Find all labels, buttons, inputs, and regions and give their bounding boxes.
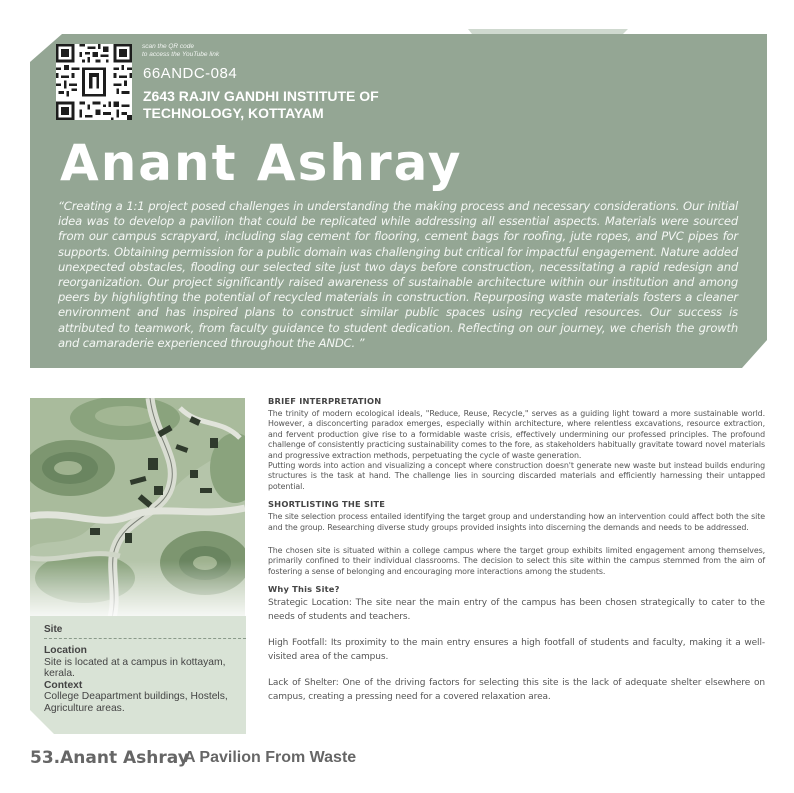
site-map-image — [30, 398, 245, 624]
brief-paragraph-1: The trinity of modern ecological ideals, "Reduce, Reuse, Recycle," serves as a guiding light toward a more sustainable world. However, a disconcerting paradox emerges, especially within architecture, where relentless excavations, resource extraction, and fervent production give rise to a formidable waste crisis, effectively undermining our professed principles. The profound challenge of consistently practicing sustainability comes to the fore, as stakeholders habitually gravitate toward novel materials and progressive extraction methods, perpetuating the cycle of waste generation. — [268, 409, 765, 460]
location-label: Location — [44, 645, 87, 656]
shortlist-heading: SHORTLISTING THE SITE — [268, 499, 386, 510]
shortlist-paragraph-2: The chosen site is situated within a college campus where the target group exhibits limited engagement among themselves, primarily confined to their individual classrooms. The decision to select this site within the campus stemmed from the aim of fostering a sense of belonging and encouraging more interactions among the students. — [268, 546, 765, 576]
site-card-heading: Site — [44, 624, 246, 639]
footer-subtitle: A Pavilion From Waste — [184, 749, 357, 766]
project-code: 66ANDC-084 — [143, 65, 238, 82]
shortlist-paragraph-1: The site selection process entailed identifying the target group and understanding how an intervention could affect both the site and the group. Researching diverse study groups provided insights into discerning the demands and needs to be addressed. — [268, 512, 765, 532]
institute-name-line-2: TECHNOLOGY, KOTTAYAM — [143, 105, 324, 121]
why-heading: Why This Site? — [268, 584, 340, 595]
brief-paragraph-2: Putting words into action and visualizing a concept where construction doesn't generate new waste but instead builds enduring structures is the task at hand. The challenge lies in sourcing discarded materials and efficiently harnessing their untapped potential. — [268, 461, 765, 491]
why-paragraph-3: Lack of Shelter: One of the driving factors for selecting this site is the lack of adequate shelter elsewhere on campus, creating a pressing need for a covered relaxation area. — [268, 678, 765, 702]
qr-note-line-1: scan the QR code — [142, 43, 195, 50]
location-text: Site is located at a campus in kottayam, kerala. — [44, 656, 226, 679]
team-reflection-quote: “Creating a 1:1 project posed challenges in understanding the making process and necessary considerations. Our initial idea was to develop a pavilion that could be replicated while addressing all essential aspects. Materials were sourced from our campus scrapyard, including slag cement for flooring, cement bags for roofing, jute ropes, and PVC pipes for supports. Obtaining permission for a public domain was challenging but critical for impactful engagement. Nature added unexpected obstacles, flooding our selected site just two days before construction, necessitating a rapid redesign and reorganization. Our project significantly raised awareness of sustainable architecture within our institution and among peers by highlighting the potential of recycled materials in construction. Repurposing waste materials fosters a cleaner environment and has inspired plans to construct similar public spaces using recycled resources. Our success is attributed to teamwork, from faculty guidance to student dedication. Reflecting on our journey, we cherish the growth and camaraderie experienced throughout the ANDC. ” — [58, 199, 738, 350]
why-paragraph-1: Strategic Location: The site near the main entry of the campus has been chosen strategically to cater to the needs of students and teachers. — [268, 598, 765, 622]
footer-project-title: 53.Anant Ashray — [30, 748, 189, 768]
qr-note-line-2: to access the YouTube link — [142, 51, 220, 58]
qr-code-icon[interactable] — [56, 44, 132, 120]
context-text: College Deapartment buildings, Hostels, Agriculture areas. — [44, 691, 228, 714]
site-card-body — [44, 645, 240, 714]
brief-heading: BRIEF INTERPRETATION — [268, 396, 382, 406]
project-title: Anant Ashray — [60, 134, 463, 192]
institute-name — [143, 88, 473, 122]
text-column — [268, 396, 765, 704]
institute-name-line-1: Z643 RAJIV GANDHI INSTITUTE OF — [143, 88, 379, 104]
why-paragraph-2: High Footfall: Its proximity to the main entry ensures a high footfall of students and faculty, making it a well-visited area of the campus. — [268, 638, 765, 662]
context-label: Context — [44, 679, 83, 691]
qr-instruction-note — [142, 43, 219, 59]
